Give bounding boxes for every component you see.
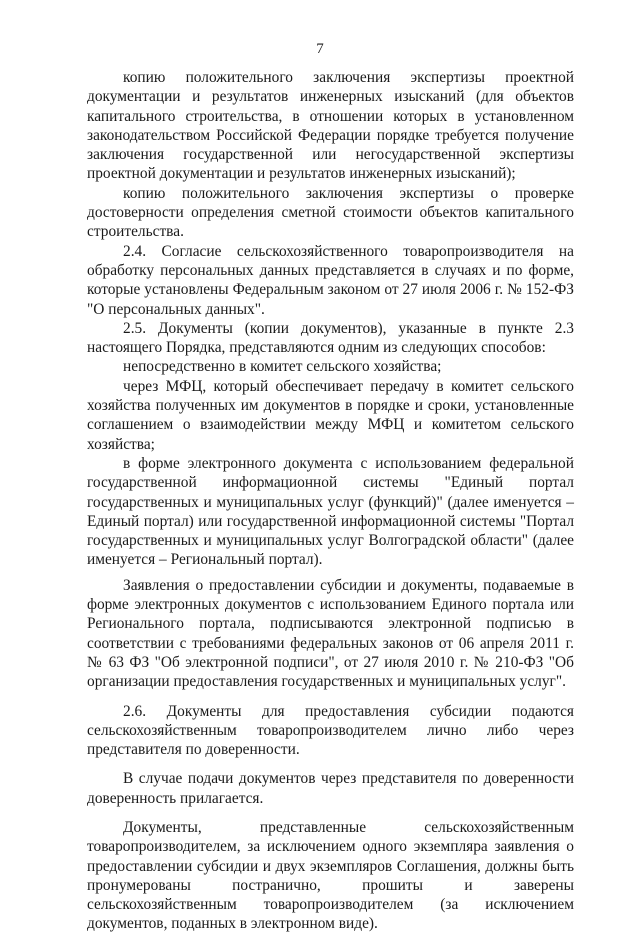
paragraph-method-electronic: в форме электронного документа с использованием федеральной государственной информационной системы "Единый портал государственных и муниципальных услуг (функций)" (далее именуется – Единый портал) или государственной информационной системы "Портал государственных и муниципальных услуг Волгоградской области" (далее именуется – Региональный портал). [87, 454, 574, 569]
paragraph-electronic-signature: Заявления о предоставлении субсидии и документы, подаваемые в форме электронных документов с использованием Единого портала или Регионального портала, подписываются электронной подписью в соответствии с требованиями федеральных законов от 06 апреля 2011 г. № 63 ФЗ "Об электронной подписи", от 27 июля 2010 г. № 210-ФЗ "Об организации предоставления государственных и муниципальных услуг". [87, 576, 574, 691]
paragraph-method-mfc: через МФЦ, который обеспечивает передачу в комитет сельского хозяйства полученных им документов в порядке и сроки, установленные соглашением о взаимодействии между МФЦ и комитетом сельского хозяйства; [87, 377, 574, 453]
paragraph-method-direct: непосредственно в комитет сельского хозяйства; [123, 358, 442, 376]
paragraph-expertise-project: копию положительного заключения экспертизы проектной документации и результатов инженерных изысканий (для объектов капитального строительства, в отношении которых в установленном законодательством Российской Федерации порядке требуется получение заключения государственной или негосударственной экспертизы проектной документации и результатов инженерных изысканий); [87, 69, 574, 183]
page-number: 7 [316, 41, 324, 57]
paragraph-2-5-methods: 2.5. Документы (копии документов), указанные в пункте 2.3 настоящего Порядка, представляются одним из следующих способов: [87, 319, 574, 357]
paragraph-proxy: В случае подачи документов через представителя по доверенности доверенность прилагается. [87, 770, 574, 807]
document-body [87, 68, 574, 934]
paragraph-2-6-submission: 2.6. Документы для предоставления субсидии подаются сельскохозяйственным товаропроизводителем лично либо через представителя по доверенности. [87, 702, 574, 759]
paragraph-numbering: Документы, представленные сельскохозяйственным товаропроизводителем, за исключением одного экземпляра заявления о предоставлении субсидии и двух экземпляров Соглашения, должны быть пронумерованы постранично, прошиты и заверены сельскохозяйственным товаропроизводителем (за исключением документов, поданных в электронном виде). [87, 818, 574, 933]
paragraph-expertise-estimate: копию положительного заключения экспертизы о проверке достоверности определения сметной стоимости объектов капитального строительства. [87, 184, 574, 241]
paragraph-2-4-consent: 2.4. Согласие сельскохозяйственного товаропроизводителя на обработку персональных данных представляется в случаях и по форме, которые установлены Федеральным законом от 27 июля 2006 г. № 152-ФЗ "О персональных данных". [87, 242, 574, 318]
